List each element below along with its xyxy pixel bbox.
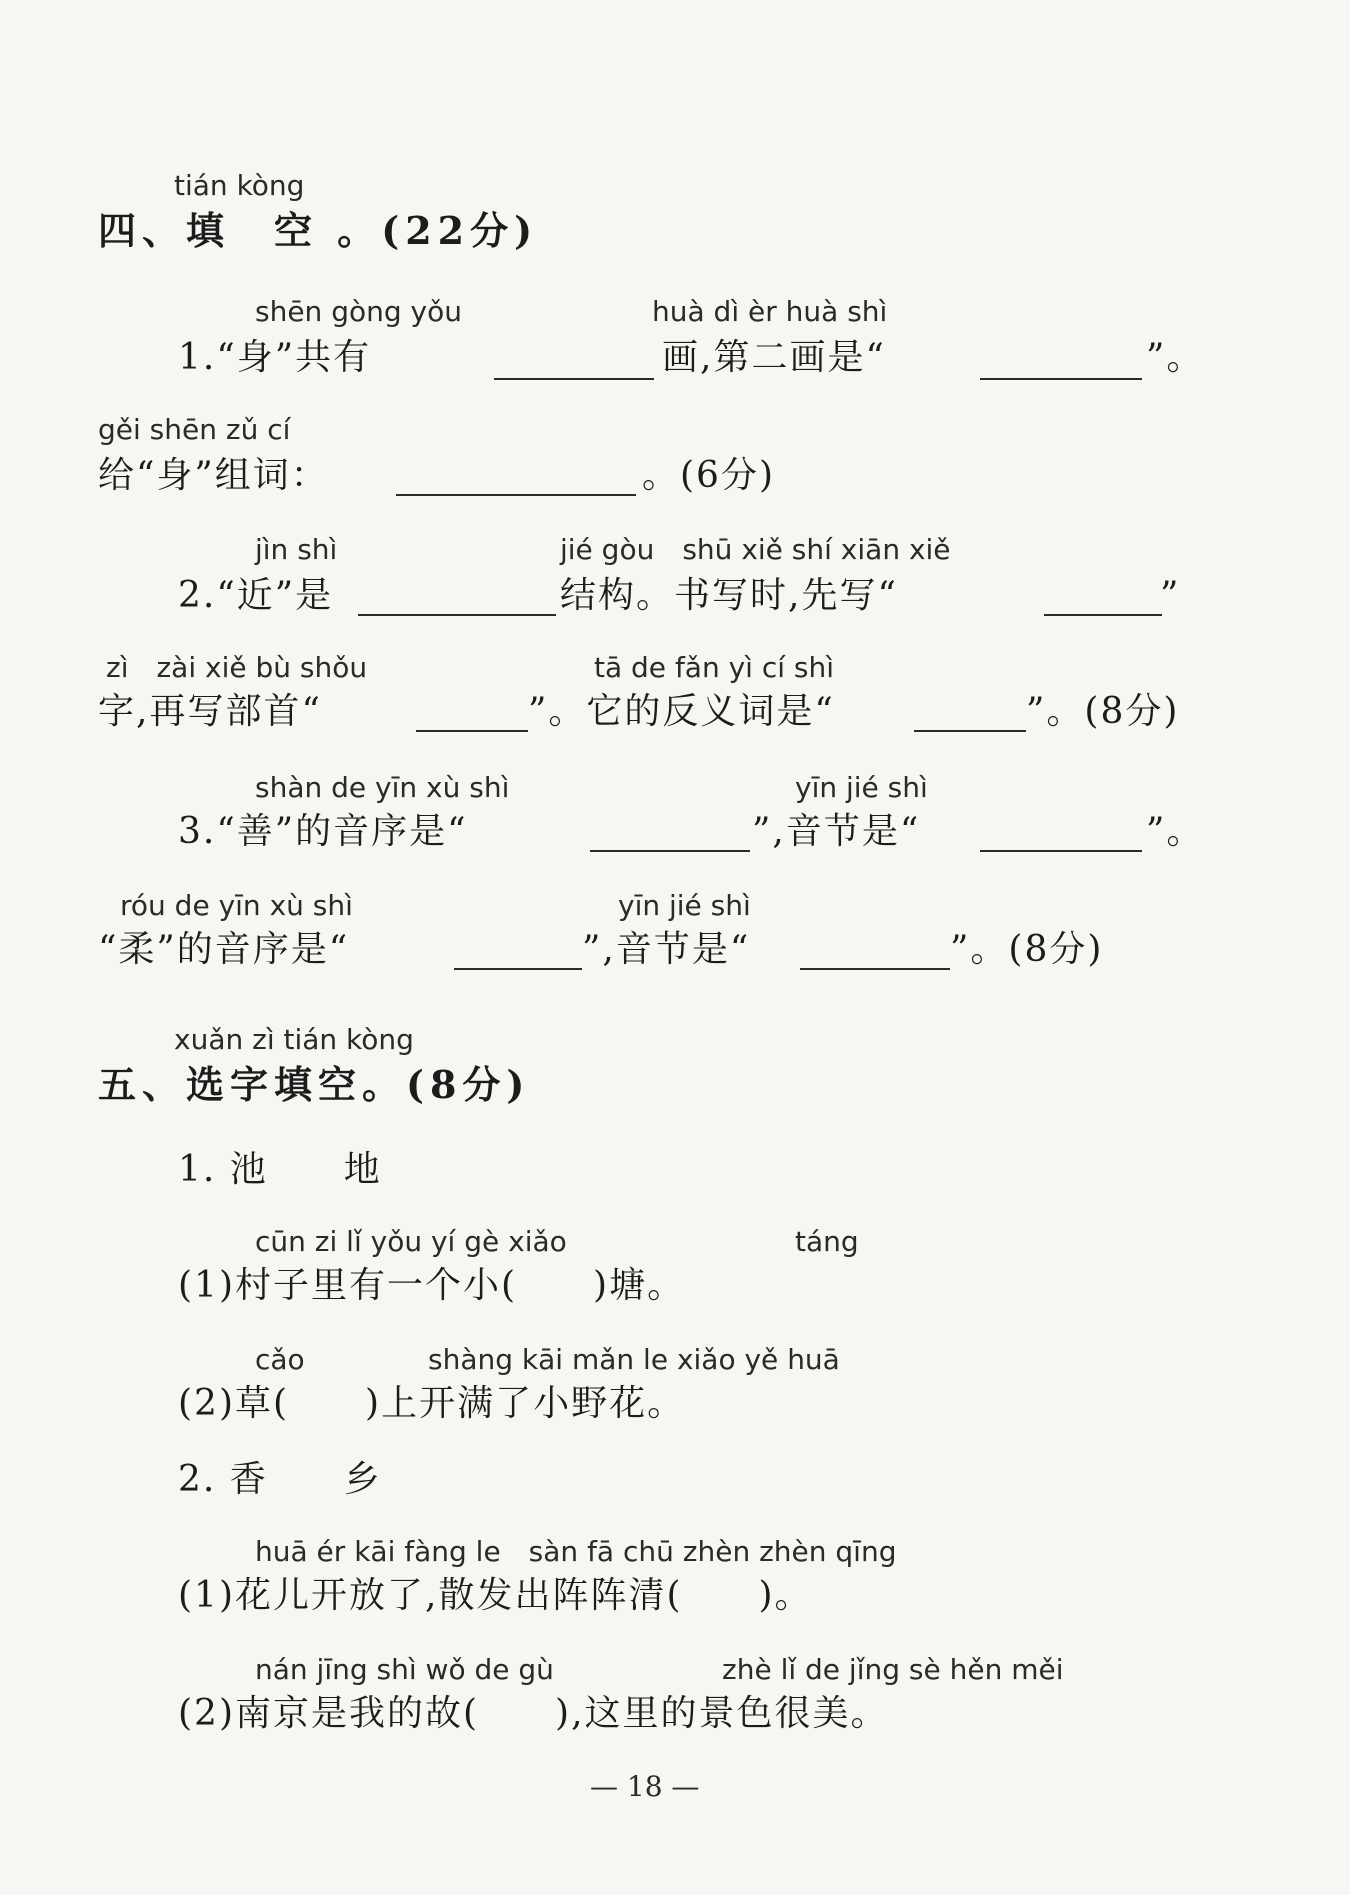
q2-text-a: 2.“近”是 [178, 575, 334, 616]
g1-s1-pinyin-b: táng [795, 1225, 859, 1258]
q3-pinyin-d: yīn jié shì [618, 889, 751, 922]
q2-pinyin-d: tā de fǎn yì cí shì [594, 651, 835, 684]
g1-s2-pinyin-a: cǎo [255, 1343, 305, 1376]
q2-text-d: 字,再写部首“ [98, 691, 322, 732]
g1-sentence-2[interactable]: (2)草( )上开满了小野花。 [178, 1383, 686, 1424]
q2-blank-first-write[interactable] [1044, 614, 1162, 616]
q1-blank-second-stroke[interactable] [980, 378, 1142, 380]
q1-text-c: ”。 [1146, 337, 1205, 378]
q3-pinyin-b: yīn jié shì [795, 771, 928, 804]
section4-pinyin: tián kòng [174, 169, 305, 202]
q2-text-f: ”。(8分) [1026, 691, 1180, 732]
g2-s2-pinyin-b: zhè lǐ de jǐng sè hěn měi [722, 1653, 1064, 1686]
q3-blank-syllable-rou[interactable] [800, 968, 950, 970]
section4-heading: 四、填 空 。(22分) [98, 208, 539, 253]
group2-label: 2. 香 乡 [178, 1459, 382, 1500]
section5-pinyin: xuǎn zì tián kòng [174, 1023, 414, 1056]
q3-text-e: ”,音节是“ [582, 929, 751, 970]
q2-text-e: ”。它的反义词是“ [528, 691, 835, 732]
g1-s1-pinyin-a: cūn zi lǐ yǒu yí gè xiǎo [255, 1225, 567, 1258]
q3-pinyin-a: shàn de yīn xù shì [255, 771, 510, 804]
section5-heading: 五、选字填空。(8分) [98, 1062, 531, 1107]
q2-pinyin-c: zì zài xiě bù shǒu [106, 651, 368, 684]
group1-label: 1. 池 地 [178, 1149, 382, 1190]
q3-text-a: 3.“善”的音序是“ [178, 811, 468, 852]
q2-text-c: ” [1160, 575, 1181, 616]
q3-blank-initial-rou[interactable] [454, 968, 582, 970]
g1-s2-pinyin-b: shàng kāi mǎn le xiǎo yě huā [428, 1343, 840, 1376]
q2-blank-antonym[interactable] [914, 730, 1026, 732]
q3-text-b: ”,音节是“ [752, 811, 921, 852]
q1-blank-word[interactable] [396, 494, 636, 496]
q1-pinyin-b: huà dì èr huà shì [652, 295, 888, 328]
q2-pinyin-a: jìn shì [255, 533, 338, 566]
q1-text-a: 1.“身”共有 [178, 337, 372, 378]
q1-text-b: 画,第二画是“ [662, 337, 886, 378]
q1-text-d: 给“身”组词： [98, 455, 329, 496]
q2-blank-structure[interactable] [358, 614, 556, 616]
q3-blank-syllable-shan[interactable] [980, 850, 1142, 852]
g1-sentence-1[interactable]: (1)村子里有一个小( )塘。 [178, 1265, 686, 1306]
q2-blank-radical[interactable] [416, 730, 528, 732]
q3-text-d: “柔”的音序是“ [98, 929, 350, 970]
q2-text-b: 结构。书写时,先写“ [560, 575, 898, 616]
q1-text-e: 。(6分) [642, 455, 775, 496]
q3-pinyin-c: róu de yīn xù shì [120, 889, 353, 922]
g2-s2-pinyin-a: nán jīng shì wǒ de gù [255, 1653, 554, 1686]
q3-text-f: ”。(8分) [950, 929, 1104, 970]
g2-s1-pinyin: huā ér kāi fàng le sàn fā chū zhèn zhèn qīng [255, 1535, 897, 1568]
q1-pinyin-c: gěi shēn zǔ cí [98, 413, 291, 446]
q3-blank-initial-shan[interactable] [590, 850, 750, 852]
page-number: — 18 — [590, 1770, 700, 1803]
q3-text-c: ”。 [1146, 811, 1205, 852]
q2-pinyin-b: jié gòu shū xiě shí xiān xiě [560, 533, 951, 566]
q1-blank-strokes[interactable] [494, 378, 654, 380]
g2-sentence-1[interactable]: (1)花儿开放了,散发出阵阵清( )。 [178, 1575, 813, 1616]
g2-sentence-2[interactable]: (2)南京是我的故( ),这里的景色很美。 [178, 1693, 889, 1734]
q1-pinyin-a: shēn gòng yǒu [255, 295, 462, 328]
